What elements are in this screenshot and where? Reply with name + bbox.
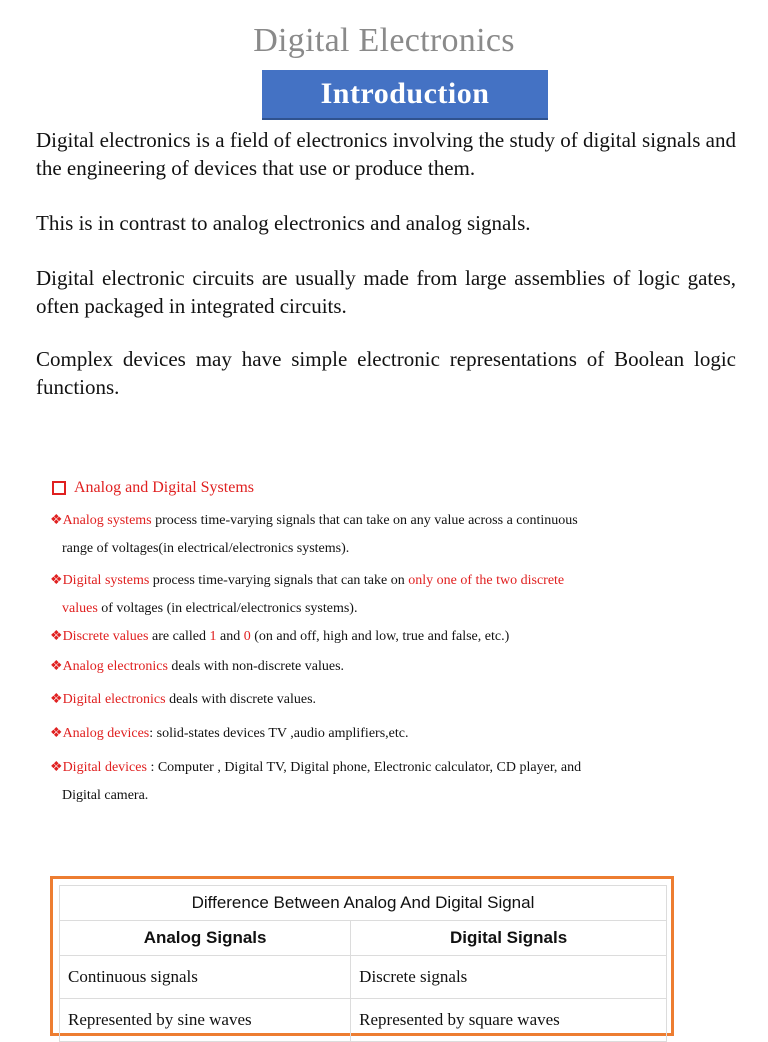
- diamond-bullet-icon: ❖: [50, 513, 63, 528]
- table-header-digital: Digital Signals: [351, 921, 667, 956]
- bullet-term: Analog systems: [62, 513, 152, 528]
- bullet-term: Analog devices: [62, 726, 150, 741]
- diamond-bullet-icon: ❖: [50, 692, 63, 707]
- bullet-continuation: Digital camera.: [62, 788, 149, 803]
- bullet-text: process time-varying signals that can take on: [149, 573, 409, 588]
- bullet-term: Analog electronics: [62, 659, 168, 674]
- diamond-bullet-icon: ❖: [50, 629, 63, 644]
- bullet-continuation: range of voltages(in electrical/electronics systems).: [62, 541, 350, 556]
- bullet-analog-systems: [50, 507, 650, 563]
- table-cell: Represented by square waves: [351, 999, 667, 1042]
- bullet-text: deals with discrete values.: [165, 692, 317, 707]
- bullet-analog-devices: [50, 720, 650, 748]
- checkbox-icon: [52, 481, 66, 495]
- bullet-continuation: of voltages (in electrical/electronics systems).: [97, 601, 358, 616]
- table-header-analog: Analog Signals: [60, 921, 351, 956]
- diamond-bullet-icon: ❖: [50, 760, 63, 775]
- table-cell: Represented by sine waves: [60, 999, 351, 1042]
- bullet-term: Digital electronics: [62, 692, 166, 707]
- bullet-term: Digital devices: [62, 760, 147, 775]
- comparison-table: [59, 885, 667, 1042]
- bullet-discrete-values: [50, 623, 650, 651]
- introduction-label: Introduction: [320, 77, 490, 110]
- table-cell: Discrete signals: [351, 956, 667, 999]
- section-heading: [52, 479, 254, 497]
- table-cell: Continuous signals: [60, 956, 351, 999]
- bullet-text: deals with non-discrete values.: [167, 659, 345, 674]
- bullet-analog-electronics: [50, 653, 650, 681]
- diamond-bullet-icon: ❖: [50, 573, 63, 588]
- page-title: Digital Electronics: [253, 22, 515, 59]
- bullet-highlight: only one of the two discrete: [408, 573, 565, 588]
- paragraph-boolean: Complex devices may have simple electronic representations of Boolean logic functions.: [36, 347, 736, 399]
- comparison-table-frame: [50, 876, 674, 1036]
- diamond-bullet-icon: ❖: [50, 659, 63, 674]
- introduction-banner: [262, 70, 548, 120]
- paragraph-circuits: Digital electronic circuits are usually made from large assemblies of logic gates, often packaged in integrated circuits.: [36, 266, 736, 318]
- value-one: 1: [209, 629, 217, 644]
- diamond-bullet-icon: ❖: [50, 726, 63, 741]
- bullet-text: and: [216, 629, 244, 644]
- bullet-highlight: values: [62, 601, 98, 616]
- paragraph-definition: Digital electronics is a field of electronics involving the study of digital signals and the engineering of devices that use or produce them.: [36, 128, 736, 180]
- bullet-digital-devices: [50, 754, 650, 810]
- bullet-text: process time-varying signals that can take on any value across a continuous: [151, 513, 578, 528]
- bullet-digital-electronics: [50, 686, 650, 714]
- section-heading-label: Analog and Digital Systems: [74, 479, 254, 496]
- paragraph-contrast: This is in contrast to analog electronics and analog signals.: [36, 211, 531, 235]
- table-title: Difference Between Analog And Digital Signal: [60, 886, 667, 921]
- bullet-text: (on and off, high and low, true and false, etc.): [250, 629, 510, 644]
- table-row: [60, 956, 667, 999]
- bullet-term: Digital systems: [62, 573, 150, 588]
- value-zero: 0: [243, 629, 251, 644]
- table-row: [60, 999, 667, 1042]
- bullet-text: : Computer , Digital TV, Digital phone, Electronic calculator, CD player, and: [146, 760, 582, 775]
- bullet-text: : solid-states devices TV ,audio amplifiers,etc.: [149, 726, 409, 741]
- bullet-term: Discrete values: [62, 629, 149, 644]
- bullet-text: are called: [148, 629, 210, 644]
- bullet-digital-systems: [50, 567, 650, 623]
